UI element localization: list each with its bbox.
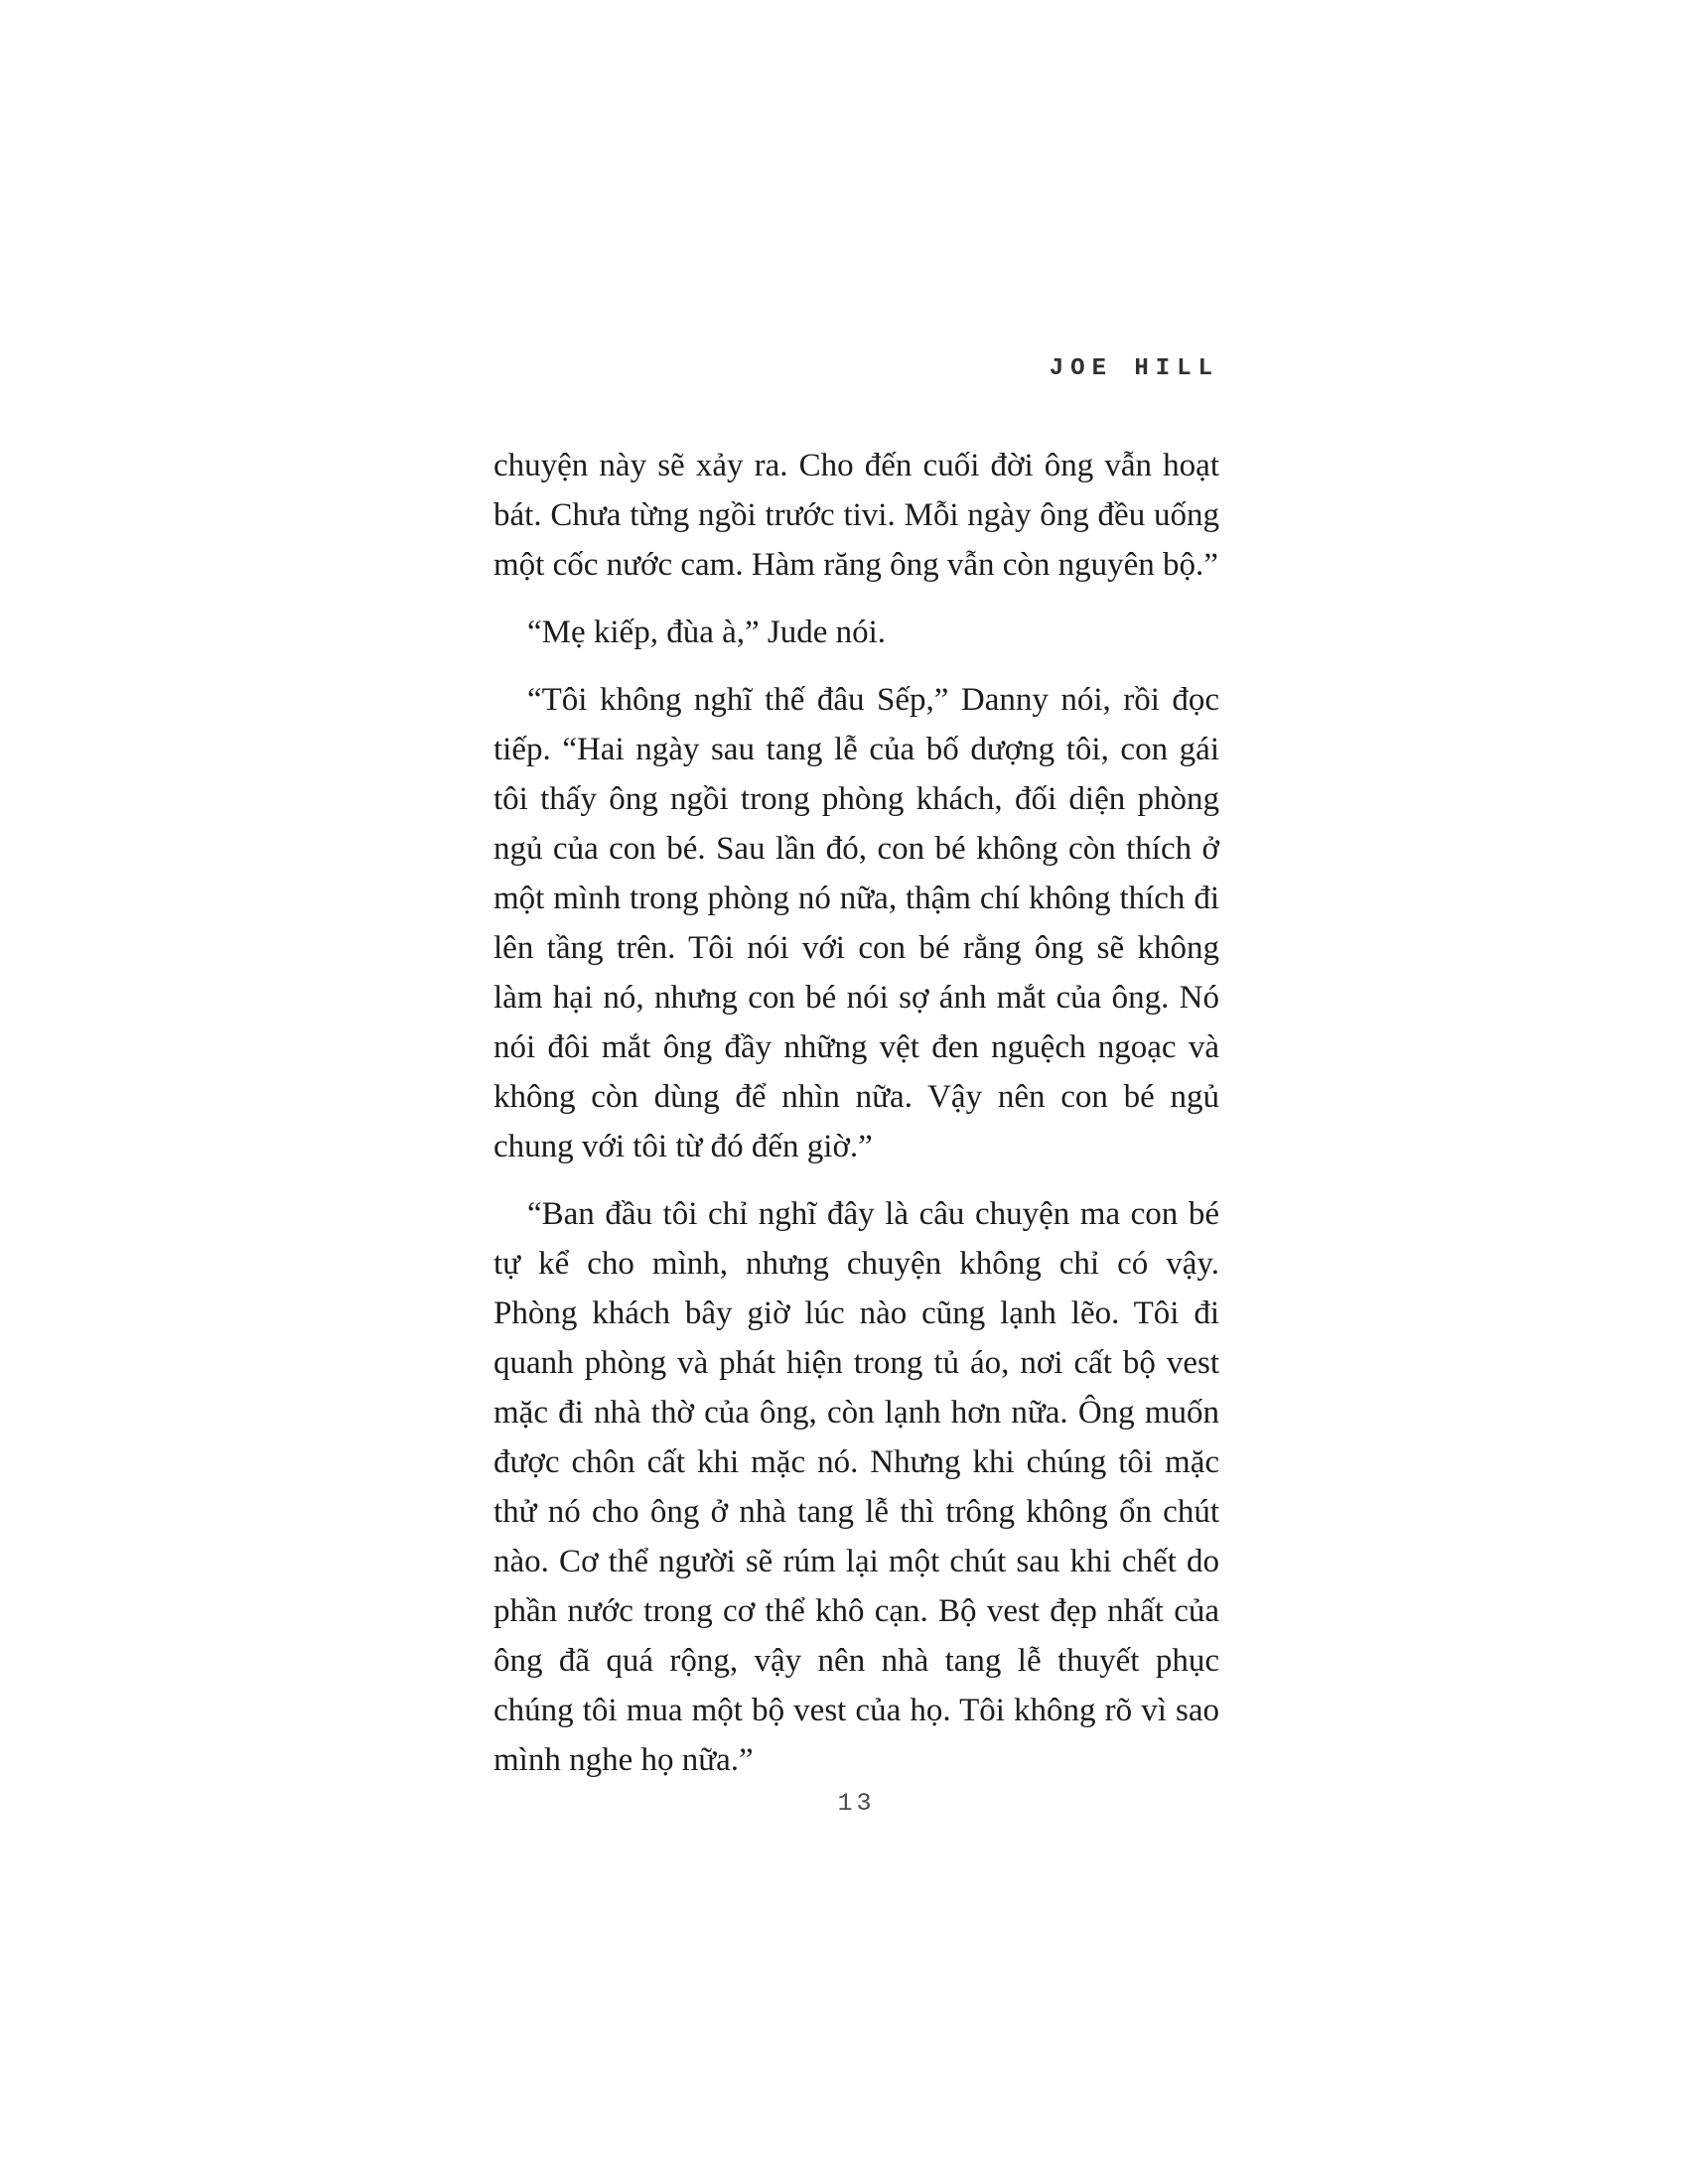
body-paragraph: chuyện này sẽ xảy ra. Cho đến cuối đời ông vẫn hoạt bát. Chưa từng ngồi trước tivi. Mỗi ngày ông đều uống một cốc nước cam. Hàm răng ông vẫn còn nguyên bộ.” — [493, 448, 1219, 583]
page-number: 13 — [837, 1789, 876, 1818]
running-header: JOE HILL — [1049, 355, 1219, 382]
body-paragraph: “Mẹ kiếp, đùa à,” Jude nói. — [527, 614, 887, 650]
body-paragraph: “Tôi không nghĩ thế đâu Sếp,” Danny nói, rồi đọc tiếp. “Hai ngày sau tang lễ của bố dượng tôi, con gái tôi thấy ông ngồi trong phòng khách, đối diện phòng ngủ của con bé. Sau lần đó, con bé không còn thích ở một mình trong phòng nó nữa, thậm chí không thích đi lên tầng trên. Tôi nói với con bé rằng ông sẽ không làm hại nó, nhưng con bé nói sợ ánh mắt của ông. Nó nói đôi mắt ông đầy những vệt đen nguệch ngoạc và không còn dùng để nhìn nữa. Vậy nên con bé ngủ chung với tôi từ đó đến giờ.” — [493, 682, 1219, 1164]
body-paragraph: “Ban đầu tôi chỉ nghĩ đây là câu chuyện ma con bé tự kể cho mình, nhưng chuyện không chỉ có vậy. Phòng khách bây giờ lúc nào cũng lạnh lẽo. Tôi đi quanh phòng và phát hiện trong tủ áo, nơi cất bộ vest mặc đi nhà thờ của ông, còn lạnh hơn nữa. Ông muốn được chôn cất khi mặc nó. Nhưng khi chúng tôi mặc thử nó cho ông ở nhà tang lễ thì trông không ổn chút nào. Cơ thể người sẽ rúm lại một chút sau khi chết do phần nước trong cơ thể khô cạn. Bộ vest đẹp nhất của ông đã quá rộng, vậy nên nhà tang lễ thuyết phục chúng tôi mua một bộ vest của họ. Tôi không rõ vì sao mình nghe họ nữa.” — [493, 1196, 1219, 1778]
body-text-block — [493, 441, 1219, 1803]
